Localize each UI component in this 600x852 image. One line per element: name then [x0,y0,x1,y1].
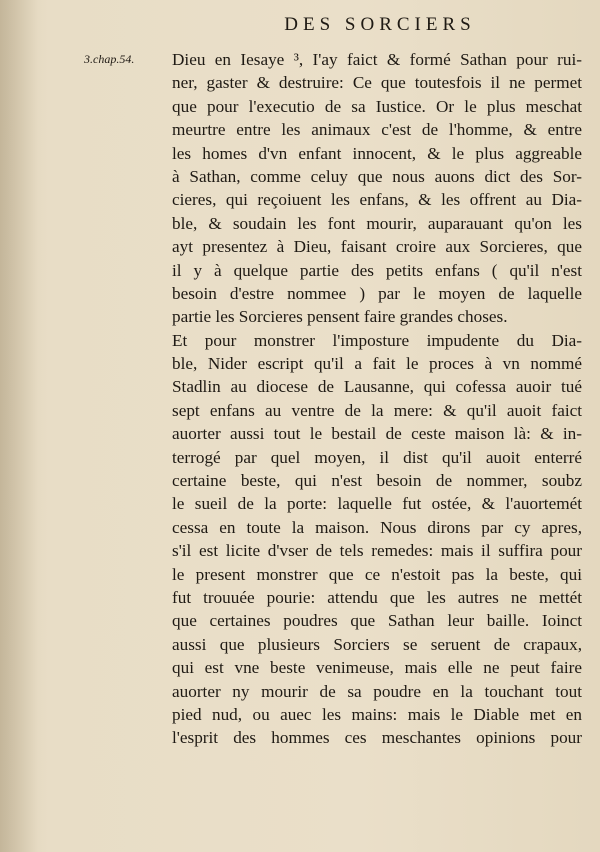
text-line: le present monstrer que ce n'estoit pas la beste, qui [172,564,582,584]
text-line: partie les Sorcieres pensent faire grandes choses. [172,307,508,327]
text-line: besoin d'estre nommee ) par le moyen de laquelle [172,283,582,303]
text-line: Stadlin au diocese de Lausanne, qui cofessa auoir tué [172,377,582,397]
text-line: ble, Nider escript qu'il a fait le proces à vn nommé [172,354,582,374]
text-line: auorter ny mourir de sa poudre en la touchant tout [172,681,582,701]
text-line: les homes d'vn enfant innocent, & le plus aggreable [172,143,582,163]
text-line: ayt presentez à Dieu, faisant croire aux Sorcieres, que [172,237,582,257]
text-line: cessa en toute la maison. Nous dirons par cy apres, [172,517,582,537]
body-text [172,48,582,750]
text-line: à Sathan, comme celuy que nous auons dict des Sor- [172,166,582,186]
text-line: l'esprit des hommes ces meschantes opinions pour [172,728,582,748]
text-line: que certaines poudres que Sathan leur baille. Ioinct [172,611,582,631]
text-line: ble, & soudain les font mourir, auparauant qu'on les [172,213,582,233]
text-line: ner, gaster & destruire: Ce que toutesfois il ne permet [172,73,582,93]
text-line: aussi que plusieurs Sorciers se seruent de crapaux, [172,634,582,654]
text-line: certaine beste, qui n'est besoin de nommer, soubz [172,471,582,491]
text-line: Dieu en Iesaye ³, I'ay faict & formé Sathan pour rui- [172,50,582,69]
text-line: il y à quelque partie des petits enfans ( qu'il n'est [172,260,582,280]
text-line: que pour l'executio de sa Iustice. Or le plus meschat [172,96,582,116]
marginal-note: 3.chap.54. [84,52,135,66]
text-line: fut trouuée pourie: attendu que les autres ne mettét [172,587,582,607]
text-line: s'il est licite d'vser de tels remedes: mais il suffira pour [172,541,582,561]
text-line: auorter aussi tout le bestail de ceste maison là: & in- [172,424,582,444]
text-line: pied nud, ou auec les mains: mais le Diable met en [172,704,582,724]
running-head: DES SORCIERS [284,14,476,35]
text-line: cieres, qui reçoiuent les enfans, & les offrent au Dia- [172,190,582,210]
text-line: qui est vne beste venimeuse, mais elle ne peut faire [172,658,582,678]
text-line: sept enfans au ventre de la mere: & qu'il auoit faict [172,400,582,420]
gutter-shadow [0,0,38,852]
text-line: meurtre entre les animaux c'est de l'homme, & entre [172,120,582,140]
text-line: le sueil de la porte: laquelle fut ostée, & l'auortemét [172,494,582,514]
text-line: Et pour monstrer l'imposture impudente du Dia- [172,330,582,350]
text-line: terrogé par quel moyen, il dist qu'il auoit enterré [172,447,582,467]
